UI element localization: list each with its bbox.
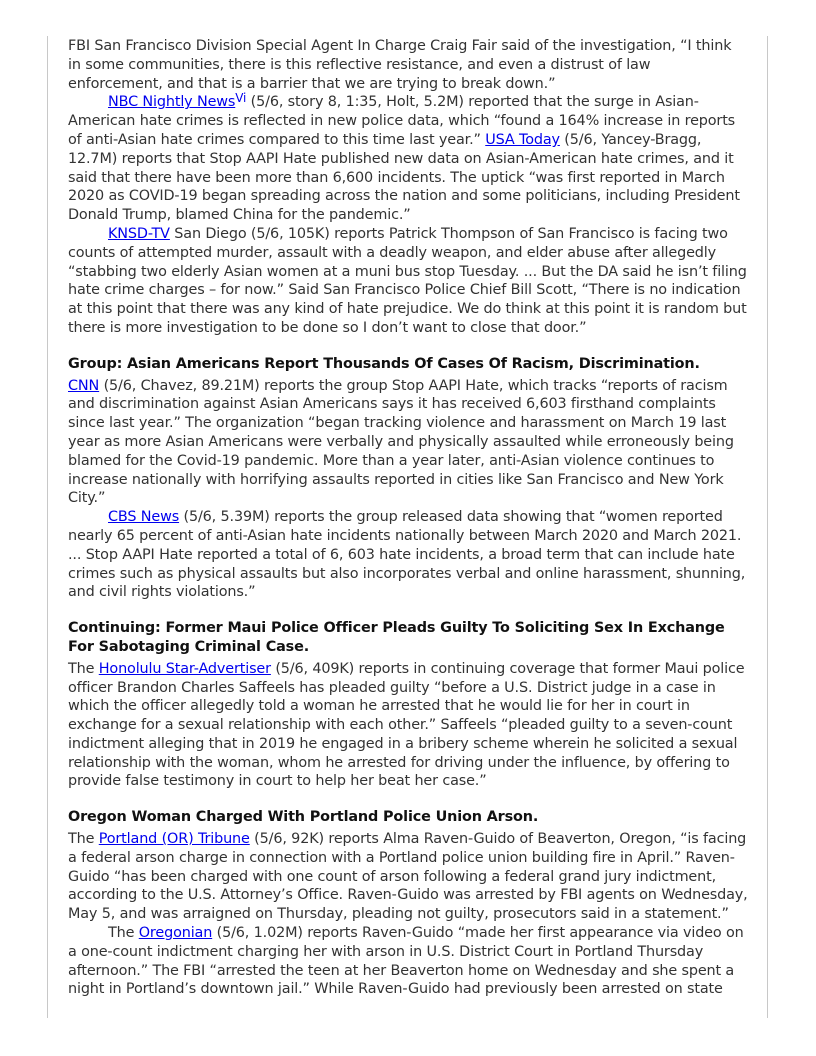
headline: Continuing: Former Maui Police Officer Pleads Guilty To Soliciting Sex In Exchange For Sabotaging Criminal Case. <box>68 620 725 655</box>
paragraph <box>68 225 748 338</box>
paragraph-text: FBI San Francisco Division Special Agent In Charge Craig Fair said of the investigation, “I think in some communities, there is this reflective resistance, and even a distrust of law enforcement, and that is a barrier that we are trying to break down.” <box>68 38 732 92</box>
link-nbc-nightly-news[interactable]: NBC Nightly News <box>108 94 236 111</box>
video-indicator-icon[interactable]: Vi <box>235 91 247 106</box>
paragraph-text: (5/6, Yancey-Bragg, 12.7M) reports that Stop AAPI Hate published new data on Asian-American hate crimes, and it said that there have been more than 6,600 incidents. The uptick “was first reported in March 2020 as COVID-19 began spreading across the nation and some politicians, including President Donald Trump, blamed China for the pandemic.” <box>68 131 740 224</box>
section-asian-americans-report <box>68 355 748 602</box>
paragraph <box>68 830 748 924</box>
paragraph <box>68 37 748 93</box>
paragraph-text: (5/6, 92K) reports Alma Raven-Guido of Beaverton, Oregon, “is facing a federal arson charge in connection with a Portland police union building fire in April.” Raven-Guido “has been charged with one count of arson following a federal grand jury indictment, according to the U.S. Attorney’s Office. Raven-Guido was arrested by FBI agents on Wednesday, May 5, and was arraigned on Thursday, pleading not guilty, prosecutors said in a statement.” <box>68 831 748 923</box>
link-oregonian[interactable]: Oregonian <box>138 925 213 942</box>
paragraph-text: (5/6, 409K) reports in continuing coverage that former Maui police officer Brandon Charles Saffeels has pleaded guilty “before a U.S. District judge in a case in which the officer allegedly told a woman he arrested that he would lie for her in court in exchange for a sexual relationship with each other.” Saffeels “pleaded guilty to a seven-count indictment alleging that in 2019 he engaged in a bribery scheme wherein he solicited a sexual relationship with the woman, whom he arrested for driving under the influence, by offering to provide false testimony in court to help her beat her case.” <box>68 660 745 790</box>
paragraph <box>68 924 748 999</box>
paragraph <box>68 508 748 602</box>
paragraph-text: The <box>68 660 99 677</box>
link-usa-today[interactable]: USA Today <box>485 131 560 148</box>
link-portland-tribune[interactable]: Portland (OR) Tribune <box>98 831 250 848</box>
paragraph <box>68 93 748 225</box>
paragraph <box>68 377 748 509</box>
paragraph-text: (5/6, 5.39M) reports the group released data showing that “women reported nearly 65 percent of anti-Asian hate incidents nationally between March 2020 and March 2021. ... Stop AAPI Hate reported a total of 6, 603 hate incidents, a broad term that can include hate crimes such as physical assaults but also incorporates verbal and online harassment, shunning, and civil rights violations.” <box>68 509 746 601</box>
paragraph-text: The <box>68 831 99 848</box>
section-maui-police-officer <box>68 619 748 791</box>
section-asian-hate-crimes-continued <box>68 37 748 338</box>
link-cnn[interactable]: CNN <box>68 377 100 394</box>
document-content <box>68 37 748 999</box>
paragraph-text: San Diego (5/6, 105K) reports Patrick Thompson of San Francisco is facing two counts of attempted murder, assault with a deadly weapon, and elder abuse after allegedly “stabbing two elderly Asian women at a muni bus stop Tuesday. ... But the DA said he isn’t filing hate crime charges – for now.” Said San Francisco Police Chief Bill Scott, “There is no indication at this point that there was any kind of hate prejudice. We do think at this point it is random but there is more investigation to be done so I don’t want to close that door.” <box>68 225 747 336</box>
paragraph-text: (5/6, story 8, 1:35, Holt, 5.2M) reported that the surge in Asian-American hate crimes is reflected in new police data, which “found a 164% increase in reports of anti-Asian hate crimes compared to this time last year.” <box>68 94 736 148</box>
paragraph <box>68 660 748 792</box>
paragraph-text: (5/6, 1.02M) reports Raven-Guido “made her first appearance via video on a one-count indictment charging her with arson in U.S. District Court in Portland Thursday afternoon.” The FBI “arrested the teen at her Beaverton home on Wednesday and she spent a night in Portland’s downtown jail.” While Raven-Guido had previously been arrested on state <box>68 925 744 998</box>
headline: Oregon Woman Charged With Portland Police Union Arson. <box>68 809 539 826</box>
link-honolulu-star-advertiser[interactable]: Honolulu Star-Advertiser <box>98 660 271 677</box>
headline: Group: Asian Americans Report Thousands Of Cases Of Racism, Discrimination. <box>68 355 700 372</box>
link-knsd-tv[interactable]: KNSD-TV <box>108 225 170 242</box>
section-oregon-arson <box>68 808 748 999</box>
paragraph-text: (5/6, Chavez, 89.21M) reports the group Stop AAPI Hate, which tracks “reports of racism and discrimination against Asian Americans says it has received 6,603 firsthand complaints since last year.” The organization “began tracking violence and harassment on March 19 last year as more Asian Americans were verbally and physically assaulted while erroneously being blamed for the Covid-19 pandemic. More than a year later, anti-Asian violence continues to increase nationally with horrifying assaults reported in cities like San Francisco and New York City.” <box>68 377 734 507</box>
paragraph-text: The <box>108 925 139 942</box>
link-cbs-news[interactable]: CBS News <box>108 509 180 526</box>
